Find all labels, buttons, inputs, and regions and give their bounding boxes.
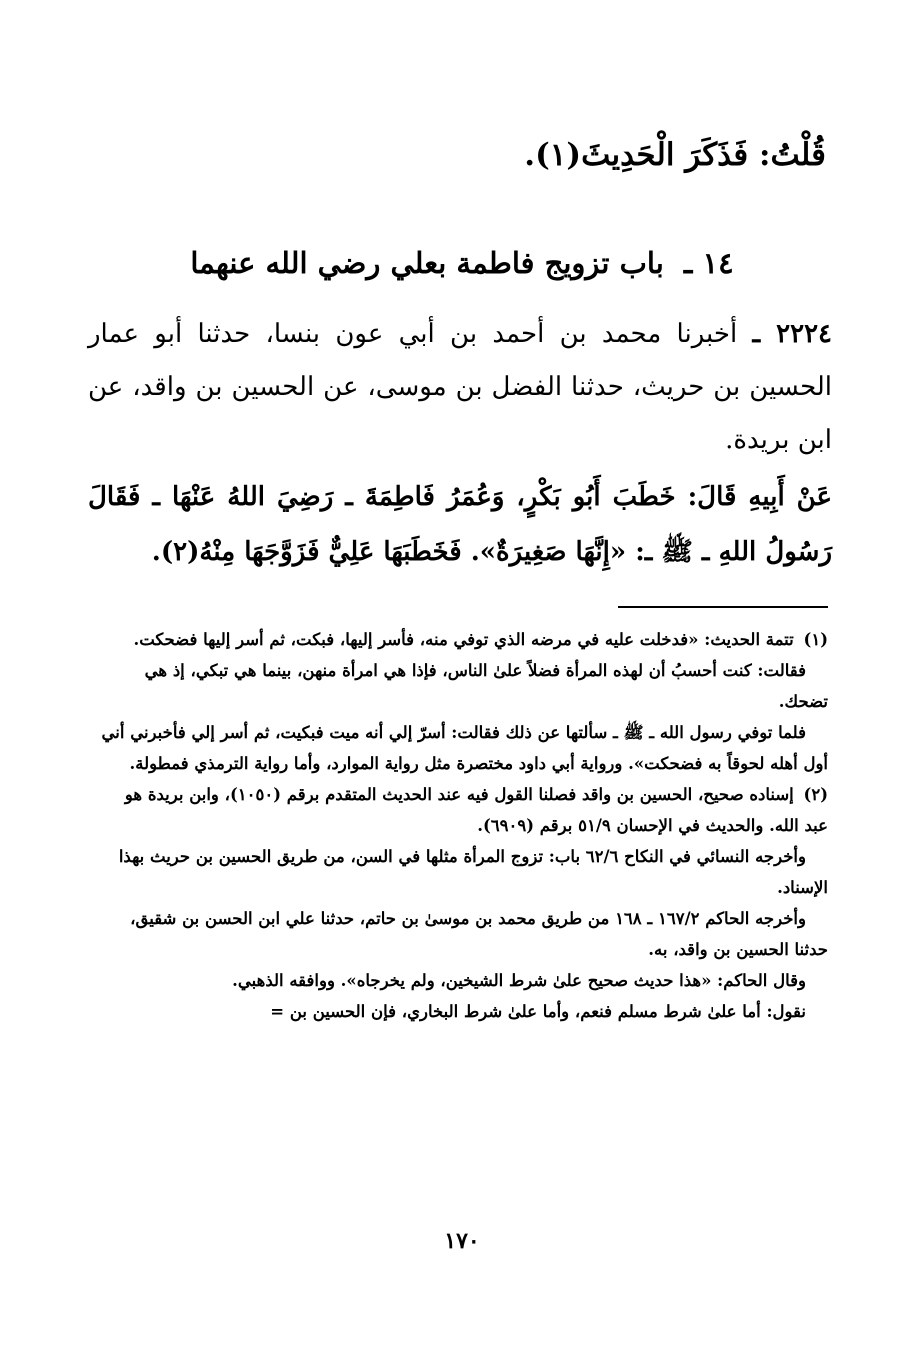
hadith-isnad [88,308,832,467]
hadith-matn [88,470,832,580]
page-number: ١٧٠ [444,1228,480,1254]
footnote-paragraph: (٢) إسناده صحيح، الحسين بن واقد فصلنا القول فيه عند الحديث المتقدم برقم (١٠٥٠)، وابن بريدة هو عبد الله. والحديث في الإحسان ٥١/٩ برقم (٦٩٠٩). [124,785,828,835]
footnote-paragraph: نقول: أما علىٰ شرط مسلم فنعم، وأما علىٰ شرط البخاري، فإن الحسين بن = [270,1002,806,1021]
footnote-marker: (٢) [803,785,828,804]
footnote-paragraph: فقالت: كنت أحسبُ أن لهذه المرأة فضلاً علىٰ الناس، فإذا هي امرأة منهن، بينما هي تبكي، إذ هي تضحك. [144,661,828,711]
footnote-separator [618,606,828,608]
chapter-heading [60,228,864,298]
footnotes [100,624,828,1027]
intro-line [90,120,826,190]
footnote-paragraph: وأخرجه الحاكم ١٦٧/٢ ـ ١٦٨ من طريق محمد بن موسىٰ بن حاتم، حدثنا علي ابن الحسن بن شقيق، حدثنا الحسين بن واقد، به. [130,909,828,959]
footnote-2 [100,779,828,1027]
footnote-paragraph: وقال الحاكم: «هذا حديث صحيح علىٰ شرط الشيخين، ولم يخرجاه». ووافقه الذهبي. [232,971,806,990]
footnote-paragraph: وأخرجه النسائي في النكاح ٦٢/٦ باب: تزوج المرأة مثلها في السن، من طريق الحسين بن حريث بهذا الإسناد. [118,847,828,897]
footnote-1 [100,624,828,779]
hadith-number: ٢٢٢٤ ـ [752,319,833,349]
chapter-title: باب تزويج فاطمة بعلي رضي الله عنهما [190,246,664,280]
isnad-text: أخبرنا محمد بن أحمد بن أبي عون بنسا، حدثنا أبو عمار الحسين بن حريث، حدثنا الفضل بن موسى، عن الحسين بن واقد، عن ابن بريدة. [88,319,832,455]
matn-text: عَنْ أَبِيهِ قَالَ: خَطَبَ أَبُو بَكْرٍ، وَعُمَرُ فَاطِمَةَ ـ رَضِيَ اللهُ عَنْهَا ـ فَقَالَ رَسُولُ اللهِ ـ ﷺ ـ: «إِنَّهَا صَغِيرَةٌ». فَخَطَبَهَا عَلِيٌّ فَزَوَّجَهَا مِنْهُ(٢). [88,482,832,567]
footnote-paragraph: (١) تتمة الحديث: «فدخلت عليه في مرضه الذي توفي منه، فأسر إليها، فبكت، ثم أسر إليها فضحكت. [133,630,828,649]
footnote-paragraph: فلما توفي رسول الله ـ ﷺ ـ سألتها عن ذلك فقالت: أسرّ إلي أنه ميت فبكيت، ثم أسر إلي فأخبرني أني أول أهله لحوقاً به فضحكت». ورواية أبي داود مختصرة مثل رواية الموارد، وأما رواية الترمذي فمطولة. [101,723,828,773]
intro-text: قُلْتُ: فَذَكَرَ الْحَدِيثَ(١). [524,137,826,173]
footnote-marker: (١) [803,630,828,649]
chapter-number: ١٤ ـ [683,246,734,280]
